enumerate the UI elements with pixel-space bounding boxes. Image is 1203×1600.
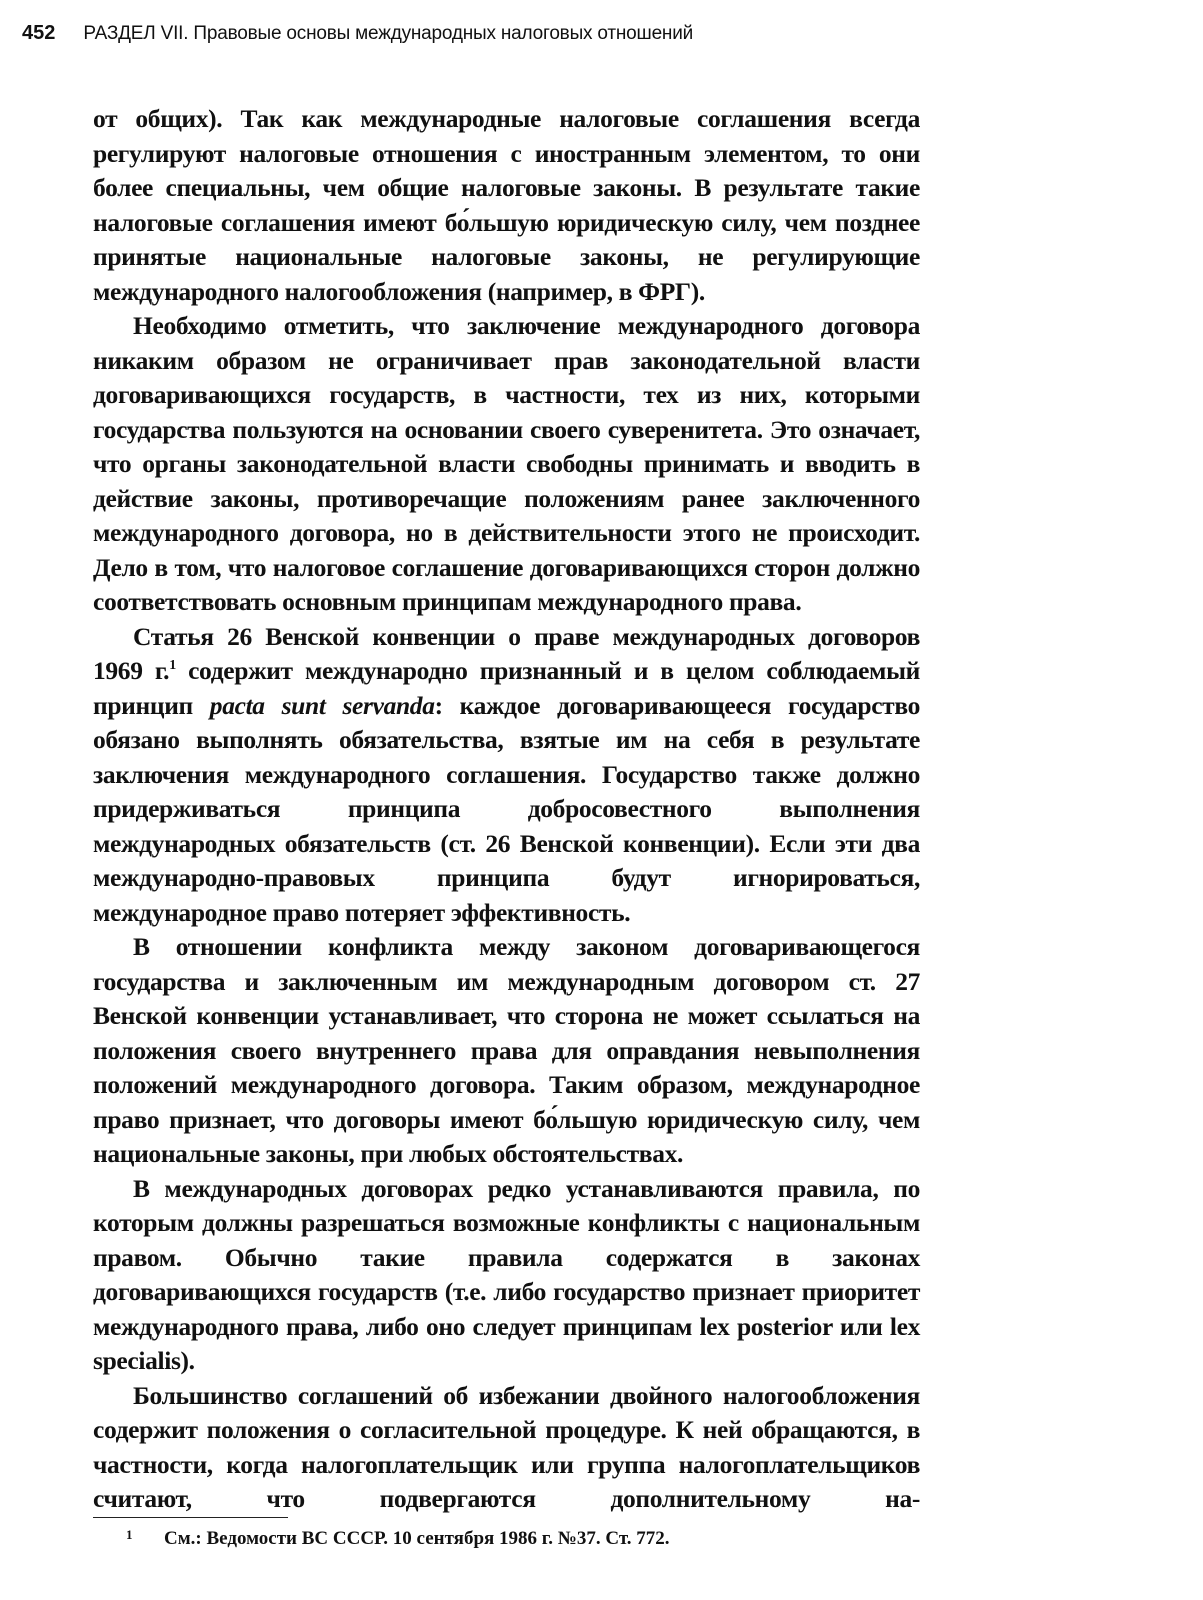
paragraph-3-text-end: : каждое договаривающееся государство обязано выполнять обязательства, взятые им на себя в результате заключения международного соглашения. Государство также должно придерживаться принципа добросовестного выполнения международных обязательств (ст. 26 Венской конвенции). Если эти два международно-правовых принципа будут игнорироваться, международное право потеряет эффективность. xyxy=(93,690,920,927)
footnote-mark: 1 xyxy=(126,1527,133,1542)
paragraph-6: Большинство соглашений об избежании двойного налогообложения содержит положения о согласительной процедуре. К ней обращаются, в частности, когда налогоплательщик или группа налогоплательщиков считают, что подвергаются дополнительному на- xyxy=(93,1380,920,1513)
footnote-text: См.: Ведомости ВС СССР. 10 сентября 1986 г. №37. Ст. 772. xyxy=(164,1528,670,1549)
paragraph-2: Необходимо отметить, что заключение международного договора никаким образом не ограничивает прав законодательной власти договаривающихся государств, в частности, тех из них, которыми государства пользуются на основании своего суверенитета. Это означает, что органы законодательной власти свободны принимать и вводить в действие законы, противоречащие положениям ранее заключенного международного договора, но в действительности этого не происходит. Дело в том, что налоговое соглашение договаривающихся сторон должно соответствовать основным принципам международного права. xyxy=(93,311,920,616)
footnote-reference: 1 xyxy=(169,657,176,673)
paragraph-4: В отношении конфликта между законом договаривающегося государства и заключенным им международным договором ст. 27 Венской конвенции устанавливает, что сторона не может ссылаться на положения своего внутреннего права для оправдания невыполнения положений международного договора. Таким образом, международное право признает, что договоры имеют бо́льшую юридическую силу, чем национальные законы, при любых обстоятельствах. xyxy=(93,932,920,1168)
footnote xyxy=(126,1524,926,1554)
page-number: 452 xyxy=(22,22,56,44)
latin-phrase: pacta sunt servanda xyxy=(209,690,435,720)
paragraph-3 xyxy=(93,620,920,931)
running-header xyxy=(22,18,1182,48)
paragraph-1: от общих). Так как международные налоговые соглашения всегда регулируют налоговые отношения с иностранным элементом, то они более специальны, чем общие налоговые законы. В результате такие налоговые соглашения имеют бо́льшую юридическую силу, чем позднее принятые национальные налоговые законы, не регулирующие международного налогообложения (например, в ФРГ). xyxy=(93,104,920,306)
paragraph-5: В международных договорах редко устанавливаются правила, по которым должны разрешаться возможные конфликты с национальным правом. Обычно такие правила содержатся в законах договаривающихся государств (т.е. либо государство признает приоритет международного права, либо оно следует принципам lex posterior или lex specialis). xyxy=(93,1173,920,1375)
running-title: РАЗДЕЛ VII. Правовые основы международных налоговых отношений xyxy=(83,23,694,44)
footnote-divider xyxy=(93,1517,288,1518)
paragraph-3-text-middle: содержит международно признанный и в целом соблюдаемый принцип xyxy=(93,656,920,720)
main-text xyxy=(93,102,920,1517)
paragraph-3-text-start: Статья 26 Венской конвенции о праве международных договоров 1969 г. xyxy=(93,621,920,685)
